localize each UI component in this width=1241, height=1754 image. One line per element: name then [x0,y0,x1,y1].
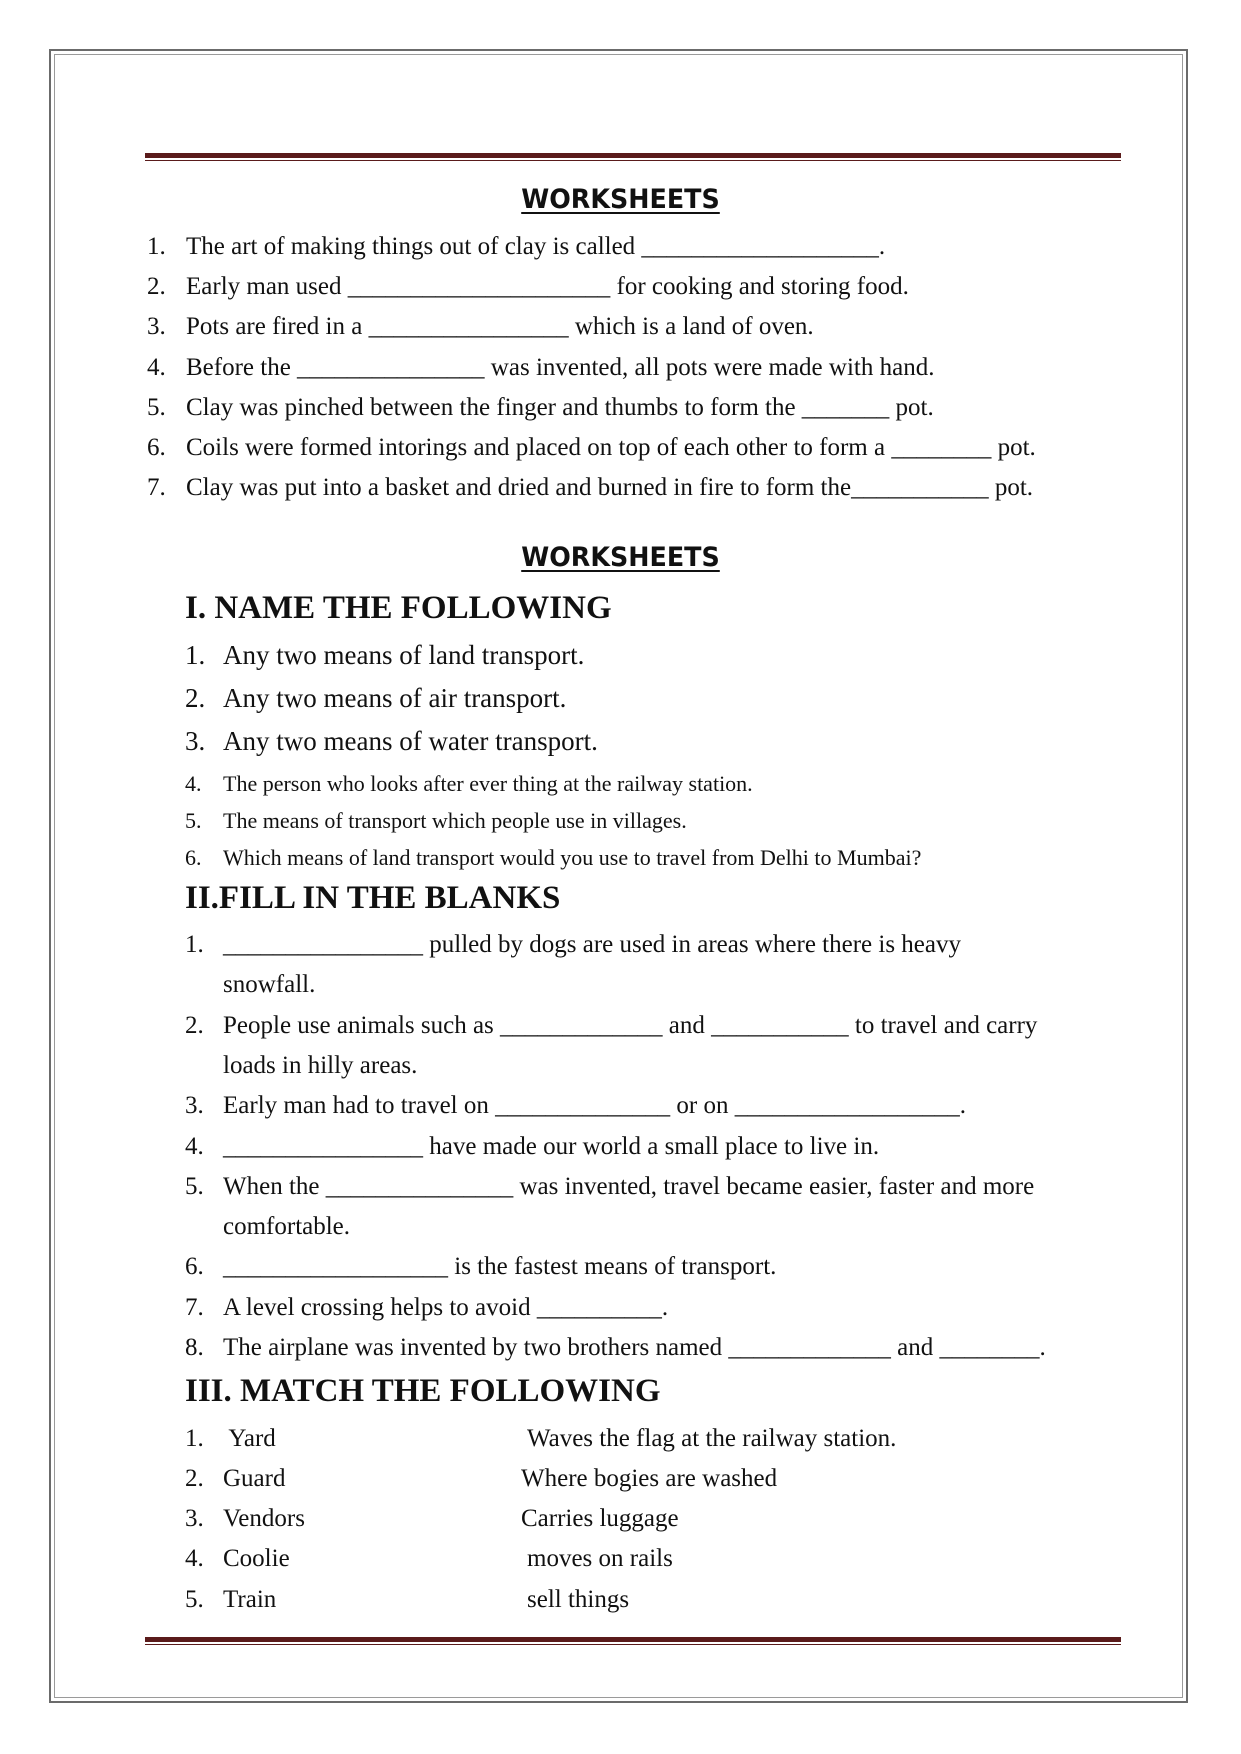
match-row: 4. Coolie moves on rails [185,1545,673,1572]
list-item: 2. Any two means of air transport. [185,683,567,713]
list-item: 6. Which means of land transport would you use to travel from Delhi to Mumbai? [185,845,922,870]
list-item: 3. Any two means of water transport. [185,726,598,756]
match-row: 1. Yard Waves the flag at the railway station. [185,1425,897,1452]
list-item-continuation: comfortable. [223,1213,351,1240]
section-title-fill-in-the-blanks: II.FILL IN THE BLANKS [185,880,561,916]
match-row: 2. Guard Where bogies are washed [185,1465,778,1492]
list-item: 2. People use animals such as _____________ and ___________ to travel and carry [185,1012,1038,1039]
list-item: 6. __________________ is the fastest means of transport. [185,1253,777,1280]
list-item: 4. ________________ have made our world a small place to live in. [185,1133,880,1160]
list-item: 5. When the _______________ was invented, travel became easier, faster and more [185,1173,1035,1200]
list-item: 3. Early man had to travel on ______________ or on __________________. [185,1092,966,1119]
section-title-name-the-following: I. NAME THE FOLLOWING [185,590,612,626]
footer-rule [145,1637,1121,1645]
section-title-match-the-following: III. MATCH THE FOLLOWING [185,1373,661,1409]
list-item: 7. A level crossing helps to avoid __________. [185,1294,669,1321]
list-item: 8. The airplane was invented by two brothers named _____________ and ________. [185,1334,1046,1361]
list-item: 1. ________________ pulled by dogs are used in areas where there is heavy [185,931,962,958]
match-row: 5. Train sell things [185,1586,630,1613]
worksheet-heading-2: WORKSHEETS [521,542,720,573]
list-item: 5. The means of transport which people use in villages. [185,808,687,833]
list-item-continuation: snowfall. [223,971,316,998]
worksheet-heading-1: WORKSHEETS [521,184,720,215]
list-item: 4. The person who looks after ever thing at the railway station. [185,771,753,796]
list-item: 1. Any two means of land transport. [185,640,585,670]
match-row: 3. Vendors Carries luggage [185,1505,679,1532]
header-rule [145,153,1121,161]
list-item-continuation: loads in hilly areas. [223,1052,418,1079]
